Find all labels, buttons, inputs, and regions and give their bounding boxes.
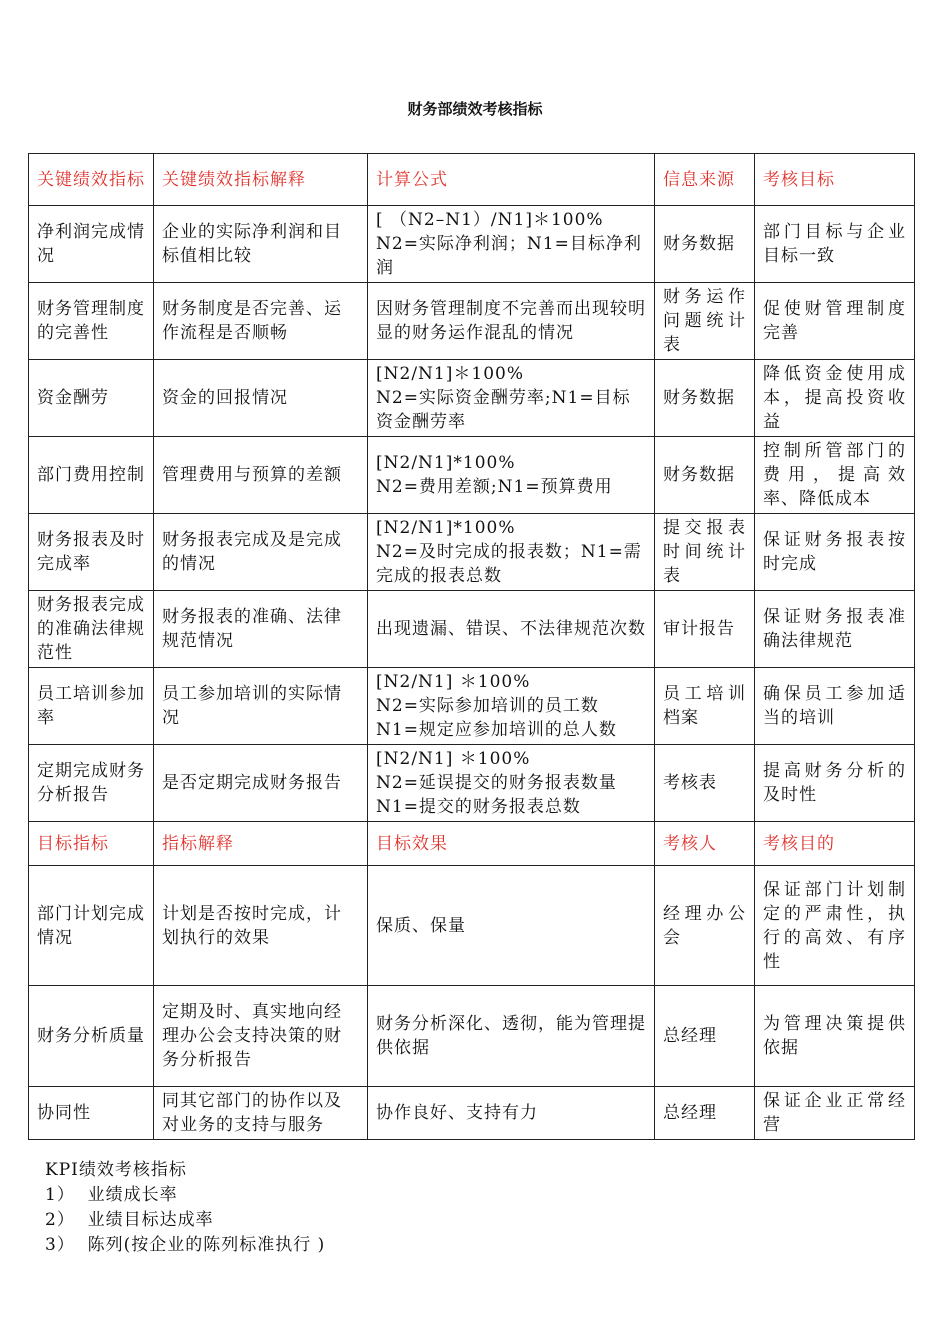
purpose-cell: 保证企业正常经营 bbox=[755, 1087, 915, 1140]
assessor-cell: 总经理 bbox=[655, 986, 755, 1087]
table-row bbox=[29, 668, 915, 745]
formula-cell bbox=[368, 206, 655, 283]
formula-cell-line: [ （N2–N1）/N1]＊100% bbox=[376, 210, 604, 230]
formula-cell bbox=[368, 668, 655, 745]
effect-cell: 保质、保量 bbox=[368, 866, 655, 986]
explanation-cell: 财务报表的准确、法律规范情况 bbox=[154, 591, 368, 668]
indicator-cell: 财务管理制度的完善性 bbox=[29, 283, 154, 360]
formula-cell-line: N2=费用差额;N1=预算费用 bbox=[376, 477, 613, 497]
goal-cell: 控制所管部门的费用，提高效率、降低成本 bbox=[755, 437, 915, 514]
indicator-cell: 财务分析质量 bbox=[29, 986, 154, 1087]
formula-cell bbox=[368, 514, 655, 591]
header-cell: 目标效果 bbox=[368, 822, 655, 866]
explanation-cell: 计划是否按时完成，计划执行的效果 bbox=[154, 866, 368, 986]
header-cell: 信息来源 bbox=[655, 154, 755, 206]
purpose-cell: 保证部门计划制定的严肃性，执行的高效、有序性 bbox=[755, 866, 915, 986]
table-row bbox=[29, 206, 915, 283]
source-cell: 考核表 bbox=[655, 745, 755, 822]
explanation-cell: 管理费用与预算的差额 bbox=[154, 437, 368, 514]
source-cell: 财务数据 bbox=[655, 437, 755, 514]
footer-item: 3） 陈列(按企业的陈列标准执行 ) bbox=[45, 1235, 326, 1255]
indicator-cell: 财务报表及时完成率 bbox=[29, 514, 154, 591]
table-row bbox=[29, 866, 915, 986]
source-cell: 财务数据 bbox=[655, 360, 755, 437]
table-row bbox=[29, 514, 915, 591]
formula-cell bbox=[368, 745, 655, 822]
formula-cell-line: [N2/N1]*100% bbox=[376, 518, 516, 538]
header-cell: 考核人 bbox=[655, 822, 755, 866]
table-row bbox=[29, 283, 915, 360]
formula-cell bbox=[368, 360, 655, 437]
header-cell: 关键绩效指标 bbox=[29, 154, 154, 206]
table-row bbox=[29, 591, 915, 668]
indicator-cell: 员工培训参加率 bbox=[29, 668, 154, 745]
table-row bbox=[29, 1087, 915, 1140]
goal-cell: 保证财务报表按时完成 bbox=[755, 514, 915, 591]
assessor-cell: 经理办公会 bbox=[655, 866, 755, 986]
explanation-cell: 财务制度是否完善、运作流程是否顺畅 bbox=[154, 283, 368, 360]
explanation-cell: 定期及时、真实地向经理办公会支持决策的财务分析报告 bbox=[154, 986, 368, 1087]
indicator-cell: 资金酬劳 bbox=[29, 360, 154, 437]
indicator-cell: 财务报表完成的准确法律规范性 bbox=[29, 591, 154, 668]
target-header-row bbox=[29, 822, 915, 866]
formula-cell-line: N1=规定应参加培训的总人数 bbox=[376, 720, 617, 740]
header-cell: 指标解释 bbox=[154, 822, 368, 866]
goal-cell: 确保员工参加适当的培训 bbox=[755, 668, 915, 745]
table-row bbox=[29, 437, 915, 514]
source-cell: 审计报告 bbox=[655, 591, 755, 668]
goal-cell: 保证财务报表准确法律规范 bbox=[755, 591, 915, 668]
explanation-cell: 企业的实际净利润和目标值相比较 bbox=[154, 206, 368, 283]
effect-cell: 协作良好、支持有力 bbox=[368, 1087, 655, 1140]
formula-cell-line: N2=实际参加培训的员工数 bbox=[376, 696, 599, 716]
footer-heading: KPI绩效考核指标 bbox=[45, 1160, 187, 1180]
kpi-table bbox=[28, 153, 915, 1140]
kpi-header-row bbox=[29, 154, 915, 206]
source-cell: 财务数据 bbox=[655, 206, 755, 283]
indicator-cell: 定期完成财务分析报告 bbox=[29, 745, 154, 822]
formula-cell bbox=[368, 591, 655, 668]
indicator-cell: 部门计划完成情况 bbox=[29, 866, 154, 986]
explanation-cell: 财务报表完成及是完成的情况 bbox=[154, 514, 368, 591]
indicator-cell: 协同性 bbox=[29, 1087, 154, 1140]
source-cell: 财务运作问题统计表 bbox=[655, 283, 755, 360]
header-cell: 计算公式 bbox=[368, 154, 655, 206]
formula-cell-line: 因财务管理制度不完善而出现较明显的财务运作混乱的情况 bbox=[376, 299, 646, 343]
explanation-cell: 资金的回报情况 bbox=[154, 360, 368, 437]
header-cell: 考核目的 bbox=[755, 822, 915, 866]
header-cell: 关键绩效指标解释 bbox=[154, 154, 368, 206]
formula-cell-line: [N2/N1]＊100% bbox=[376, 364, 524, 384]
footer-item: 1） 业绩成长率 bbox=[45, 1185, 178, 1205]
table-row bbox=[29, 986, 915, 1087]
header-cell: 考核目标 bbox=[755, 154, 915, 206]
header-cell: 目标指标 bbox=[29, 822, 154, 866]
formula-cell-line: 出现遗漏、错误、不法律规范次数 bbox=[376, 619, 646, 639]
formula-cell-line: [N2/N1]*100% bbox=[376, 453, 516, 473]
formula-cell-line: N2=及时完成的报表数；N1=需完成的报表总数 bbox=[376, 542, 642, 586]
formula-cell-line: N1=提交的财务报表总数 bbox=[376, 797, 581, 817]
source-cell: 员工培训档案 bbox=[655, 668, 755, 745]
explanation-cell: 员工参加培训的实际情况 bbox=[154, 668, 368, 745]
footer-item: 2） 业绩目标达成率 bbox=[45, 1210, 214, 1230]
formula-cell-line: [N2/N1] ＊100% bbox=[376, 672, 531, 692]
goal-cell: 提高财务分析的及时性 bbox=[755, 745, 915, 822]
table-row bbox=[29, 745, 915, 822]
formula-cell-line: [N2/N1] ＊100% bbox=[376, 749, 531, 769]
kpi-footer bbox=[45, 1158, 325, 1258]
table-row bbox=[29, 360, 915, 437]
formula-cell bbox=[368, 437, 655, 514]
page-title: 财务部绩效考核指标 bbox=[407, 100, 543, 118]
formula-cell-line: N2=实际资金酬劳率;N1=目标资金酬劳率 bbox=[376, 388, 631, 432]
explanation-cell: 是否定期完成财务报告 bbox=[154, 745, 368, 822]
indicator-cell: 净利润完成情况 bbox=[29, 206, 154, 283]
indicator-cell: 部门费用控制 bbox=[29, 437, 154, 514]
goal-cell: 部门目标与企业目标一致 bbox=[755, 206, 915, 283]
assessor-cell: 总经理 bbox=[655, 1087, 755, 1140]
goal-cell: 降低资金使用成本，提高投资收益 bbox=[755, 360, 915, 437]
explanation-cell: 同其它部门的协作以及对业务的支持与服务 bbox=[154, 1087, 368, 1140]
formula-cell-line: N2=延误提交的财务报表数量 bbox=[376, 773, 617, 793]
formula-cell bbox=[368, 283, 655, 360]
formula-cell-line: N2=实际净利润；N1=目标净利润 bbox=[376, 234, 642, 278]
effect-cell: 财务分析深化、透彻，能为管理提供依据 bbox=[368, 986, 655, 1087]
goal-cell: 促使财管理制度完善 bbox=[755, 283, 915, 360]
source-cell: 提交报表时间统计表 bbox=[655, 514, 755, 591]
purpose-cell: 为管理决策提供依据 bbox=[755, 986, 915, 1087]
